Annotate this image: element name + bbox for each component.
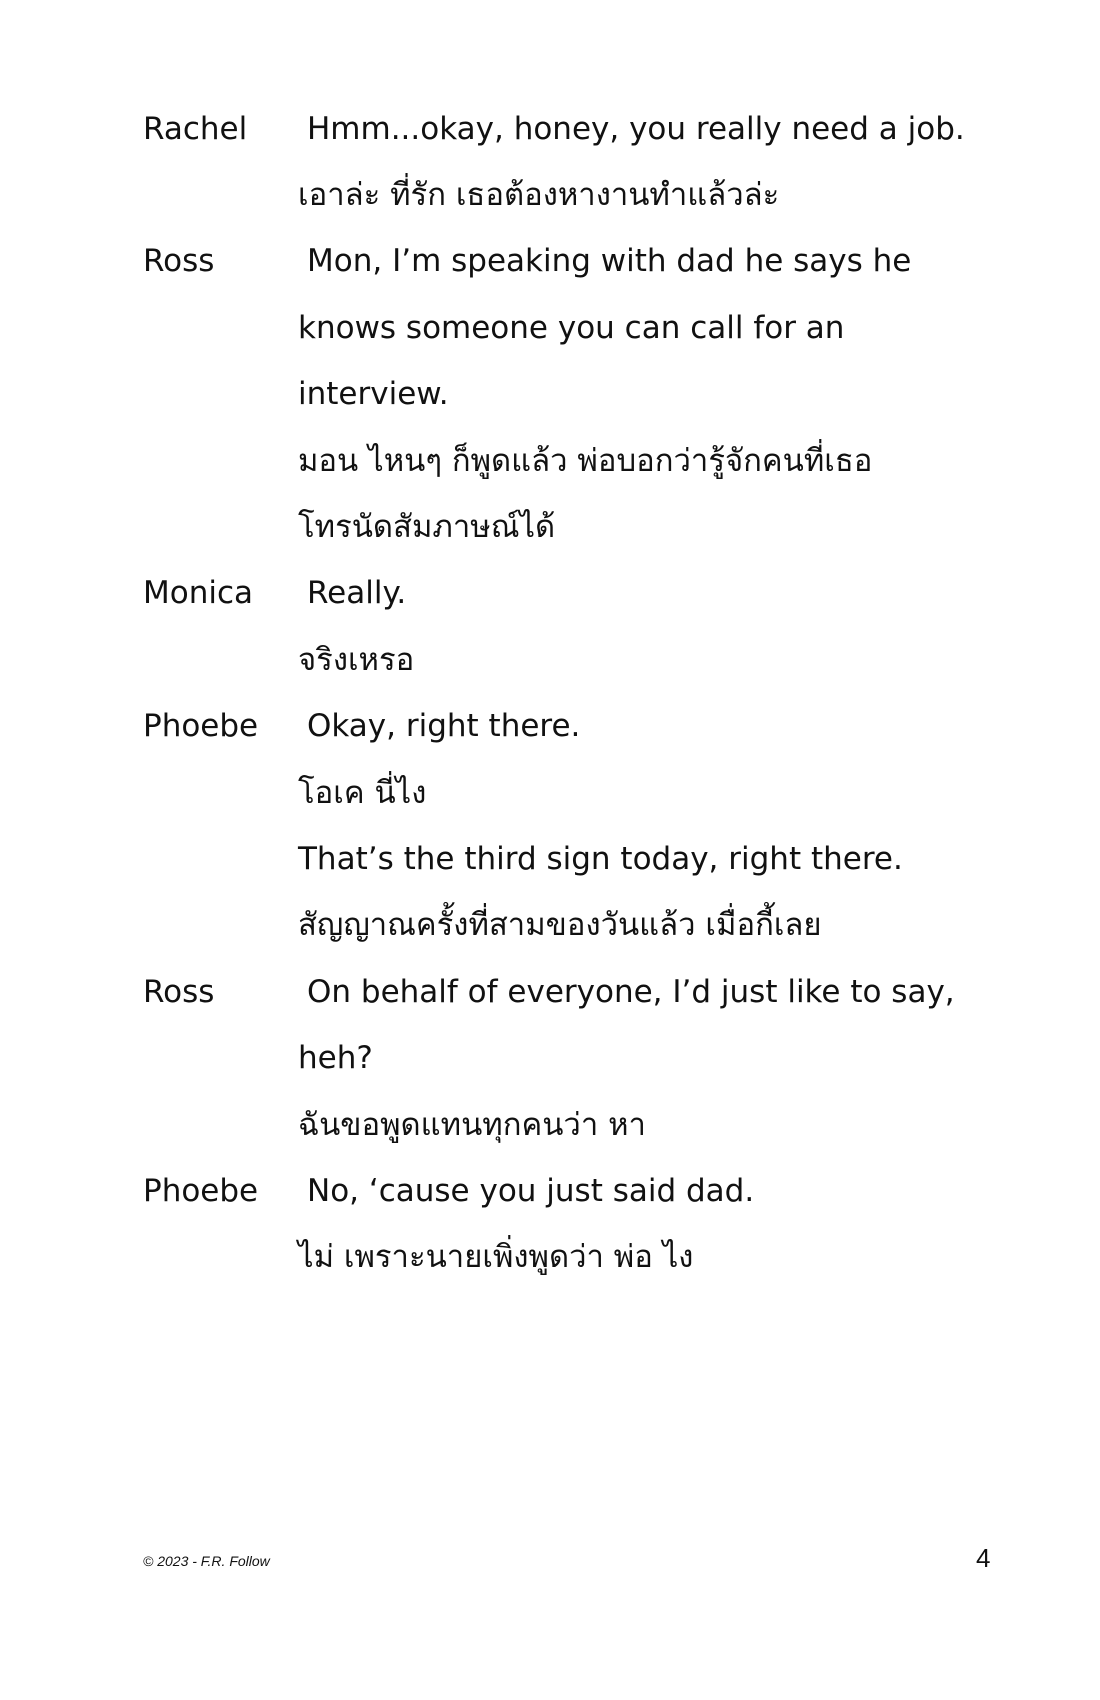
thai-translation: โทรนัดสัมภาษณ์ได้ (298, 509, 556, 546)
thai-translation: สัญญาณครั้งที่สามของวันแล้ว เมื่อกี้เลย (298, 907, 822, 944)
dialogue-line (143, 96, 1023, 162)
dialogue-line (143, 760, 1023, 826)
dialogue-text: interview. (298, 376, 449, 413)
thai-translation: มอน ไหนๆ ก็พูดแล้ว พ่อบอกว่ารู้จักคนที่เธอ (298, 442, 873, 479)
dialogue-script (143, 96, 1023, 1291)
dialogue-text: That’s the third sign today, right there. (298, 840, 903, 877)
dialogue-line (143, 1225, 1023, 1291)
thai-translation: จริงเหรอ (298, 641, 415, 678)
speaker-name: Phoebe (143, 708, 259, 745)
copyright-footer: © 2023 - F.R. Follow (143, 1553, 270, 1569)
dialogue-line (143, 1025, 1023, 1091)
dialogue-line (143, 428, 1023, 494)
dialogue-line (143, 627, 1023, 693)
speaker-name: Ross (143, 243, 215, 280)
dialogue-line (143, 362, 1023, 428)
speaker-name: Rachel (143, 110, 248, 147)
dialogue-line (143, 229, 1023, 295)
dialogue-line (143, 494, 1023, 560)
dialogue-text: Really. (307, 575, 407, 612)
thai-translation: ฉันขอพูดแทนทุกคนว่า หา (298, 1106, 646, 1143)
dialogue-line (143, 959, 1023, 1025)
dialogue-line (143, 893, 1023, 959)
dialogue-text: Mon, I’m speaking with dad he says he (307, 243, 912, 280)
dialogue-line (143, 694, 1023, 760)
speaker-name: Phoebe (143, 1172, 259, 1209)
speaker-name: Monica (143, 575, 254, 612)
thai-translation: โอเค นี่ไง (298, 774, 427, 811)
speaker-name: Ross (143, 973, 215, 1010)
dialogue-text: knows someone you can call for an (298, 309, 845, 346)
dialogue-line (143, 1158, 1023, 1224)
page-number: 4 (976, 1543, 991, 1573)
dialogue-line (143, 1092, 1023, 1158)
dialogue-line (143, 826, 1023, 892)
dialogue-text: heh? (298, 1040, 373, 1077)
thai-translation: เอาล่ะ ที่รัก เธอต้องหางานทำแล้วล่ะ (298, 177, 780, 214)
dialogue-text: Okay, right there. (307, 708, 581, 745)
dialogue-line (143, 162, 1023, 228)
dialogue-text: Hmm...okay, honey, you really need a job. (307, 110, 965, 147)
dialogue-line (143, 561, 1023, 627)
dialogue-line (143, 295, 1023, 361)
thai-translation: ไม่ เพราะนายเพิ่งพูดว่า พ่อ ไง (298, 1239, 694, 1276)
dialogue-text: On behalf of everyone, I’d just like to say, (307, 973, 955, 1010)
dialogue-text: No, ‘cause you just said dad. (307, 1172, 755, 1209)
